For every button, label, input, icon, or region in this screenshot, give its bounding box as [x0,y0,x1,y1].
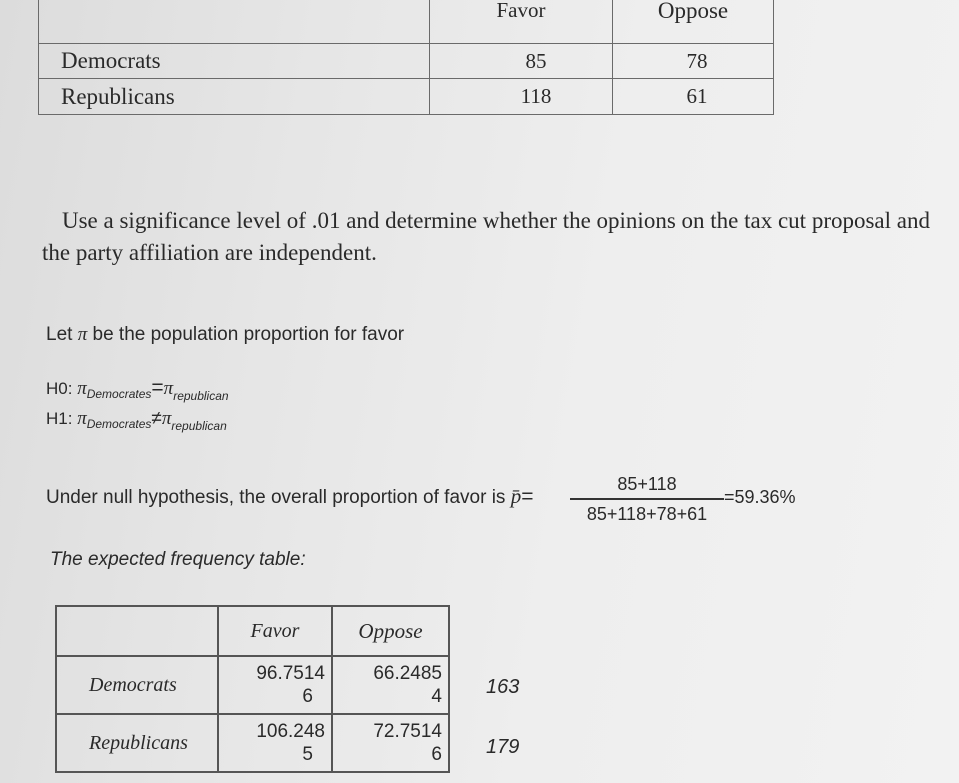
expected-header-oppose-text: Oppose [358,618,423,643]
observed-header-favor [430,0,613,44]
expected-table-label: The expected frequency table: [50,549,306,570]
observed-row-label: Democrats [39,44,430,79]
expected-value-line-2: 4 [431,686,442,707]
expected-value-line-2: 6 [302,686,313,707]
pi-symbol: π [77,324,88,345]
h1-pi-symbol: π [77,408,87,429]
observed-header-oppose [613,0,774,44]
let-pi-prefix: Let [46,324,78,345]
null-proportion-text [46,484,533,509]
observed-row-democrats [39,44,774,79]
row-total-republicans: 179 [486,736,520,758]
null-hypothesis [46,376,229,403]
expected-header-favor-text: Favor [250,619,300,642]
expected-header-row [56,606,449,656]
expected-cell-oppose [332,714,449,772]
observed-cell-oppose: 61 [613,79,774,115]
alternative-hypothesis [46,408,227,433]
expected-row-label-cell [56,714,218,772]
expected-cell-favor [218,656,332,714]
expected-value-line-1: 96.7514 [256,663,325,684]
h0-pi-symbol: π [77,378,87,399]
proportion-result: =59.36% [724,487,796,507]
h0-pi-symbol-2: π [163,378,174,399]
observed-cell-oppose: 78 [613,44,774,79]
h1-subscript-democrates: Democrates [86,417,152,431]
expected-header-oppose [332,606,449,656]
expected-row-democrats [56,656,449,714]
instruction-line-1: Use a significance level of .01 and determine whether the opinions on the tax cut proposal and [62,208,930,233]
expected-row-label: Democrats [89,673,177,696]
observed-corner-cell [39,0,430,44]
expected-row-label: Republicans [89,731,188,754]
observed-header-oppose-text: Oppose [657,0,729,23]
expected-value-line-2: 5 [302,744,313,765]
p-bar-symbol: p̄ [510,484,522,508]
h0-label: H0: [46,379,78,398]
observed-table [38,0,774,115]
observed-cell-favor: 85 [430,44,613,79]
expected-row-republicans [56,714,449,772]
observed-row-label: Republicans [39,79,430,115]
h1-pi-symbol-2: π [161,408,172,429]
expected-header-favor [218,606,332,656]
h1-subscript-republican: republican [171,419,227,433]
h0-operator: = [151,376,164,399]
fraction-denominator: 85+118+78+61 [586,504,708,524]
h0-subscript-democrates: Democrates [86,387,152,401]
h1-label: H1: [46,409,78,428]
fraction-bar [570,498,724,500]
expected-corner-cell [56,606,218,656]
expected-row-label-cell [56,656,218,714]
let-pi-suffix: be the population proportion for favor [87,324,405,345]
observed-header-row [39,0,774,44]
expected-cell-favor [218,714,332,772]
null-proportion-sentence: Under null hypothesis, the overall proportion of favor is [46,487,511,508]
instruction-line-2: the party affiliation are independent. [42,240,377,265]
fraction-numerator: 85+118 [617,474,677,494]
expected-value-line-2: 6 [431,744,442,765]
observed-row-republicans [39,79,774,115]
p-bar-equals: = [521,485,534,508]
expected-value-line-1: 106.248 [256,721,325,742]
expected-value-line-1: 66.2485 [373,663,442,684]
expected-frequency-table [55,605,450,773]
h1-operator: ≠ [151,408,162,429]
observed-header-favor-text: Favor [496,0,546,22]
expected-cell-oppose [332,656,449,714]
let-pi-statement [46,324,404,346]
row-total-democrats: 163 [486,676,520,698]
h0-subscript-republican: republican [173,389,229,403]
observed-cell-favor: 118 [430,79,613,115]
expected-value-line-1: 72.7514 [373,721,442,742]
